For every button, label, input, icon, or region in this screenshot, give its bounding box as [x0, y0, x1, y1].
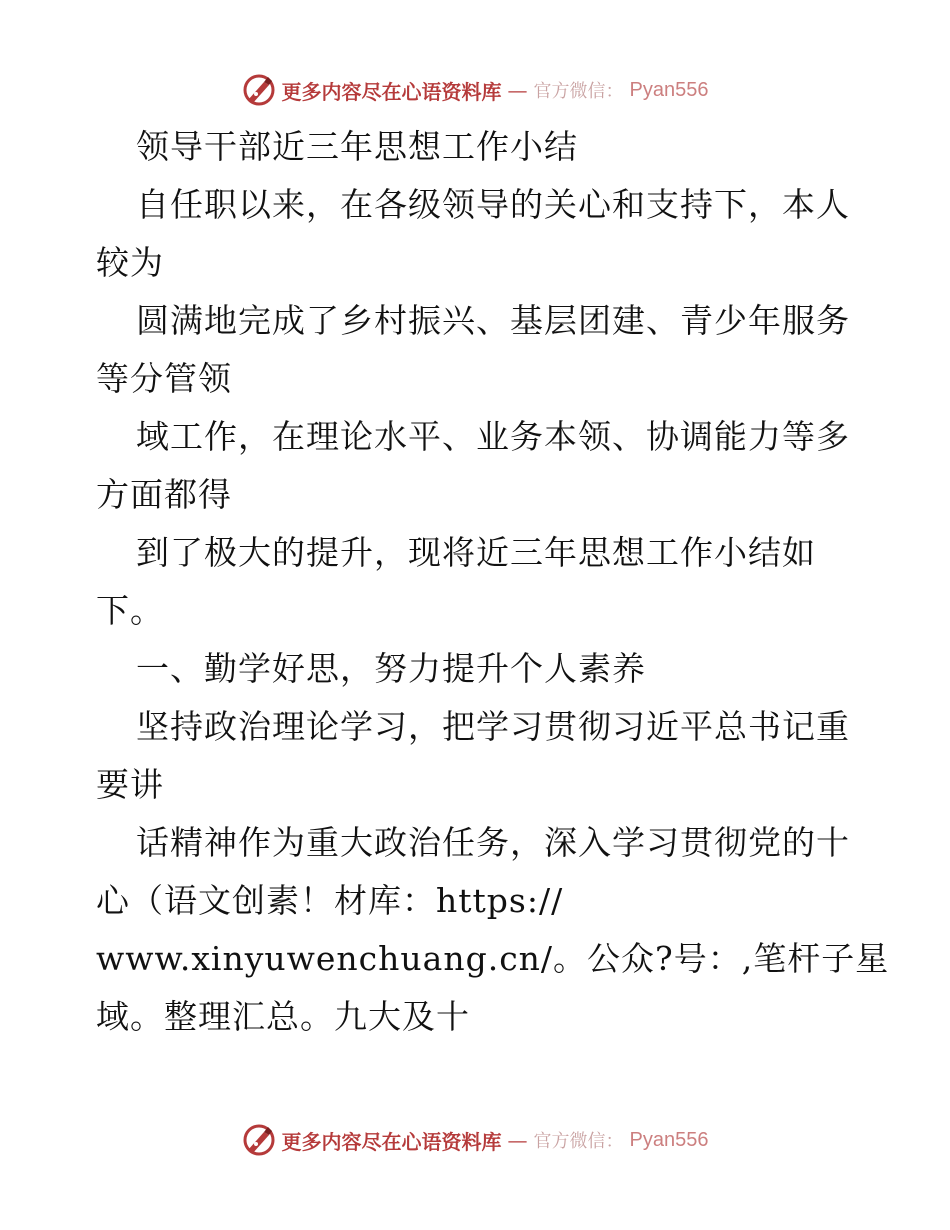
watermark-main-text: 更多内容尽在心语资料库	[281, 1129, 502, 1154]
text-line: 圆满地完成了乡村振兴、基层团建、青少年服务	[136, 301, 850, 340]
text-line: 较为	[96, 243, 164, 282]
text-line: www.xinyuwenchuang.cn/。公众?号：,笔杆子星	[96, 939, 890, 978]
text-line: 下。	[96, 591, 164, 630]
watermark-separator: —	[507, 1128, 528, 1152]
text-line: 话精神作为重大政治任务，深入学习贯彻党的十	[136, 823, 850, 862]
text-line: 心（语文创素！材库：https://	[96, 881, 564, 920]
text-line: 域。整理汇总。九大及十	[96, 997, 470, 1036]
footer-watermark	[0, 1120, 950, 1160]
watermark-separator: —	[507, 78, 528, 102]
text-line: 坚持政治理论学习，把学习贯彻习近平总书记重	[136, 707, 850, 746]
header-watermark	[0, 70, 950, 110]
watermark-id: Pyan556	[629, 1128, 709, 1151]
document-body	[96, 118, 890, 1046]
watermark-main-text: 更多内容尽在心语资料库	[281, 79, 502, 104]
pen-logo-icon	[242, 73, 276, 107]
text-line: 到了极大的提升，现将近三年思想工作小结如	[136, 533, 816, 572]
text-line: 自任职以来，在各级领导的关心和支持下，本人	[136, 185, 850, 224]
pen-logo-icon	[242, 1123, 276, 1157]
text-line: 要讲	[96, 765, 164, 804]
document-title: 领导干部近三年思想工作小结	[136, 127, 578, 166]
watermark-label: 官方微信：	[533, 1131, 624, 1152]
section-heading: 一、勤学好思，努力提升个人素养	[136, 649, 646, 688]
text-line: 域工作，在理论水平、业务本领、协调能力等多	[136, 417, 850, 456]
watermark-id: Pyan556	[629, 78, 709, 101]
text-line: 方面都得	[96, 475, 232, 514]
watermark-label: 官方微信：	[533, 81, 624, 102]
text-line: 等分管领	[96, 359, 232, 398]
